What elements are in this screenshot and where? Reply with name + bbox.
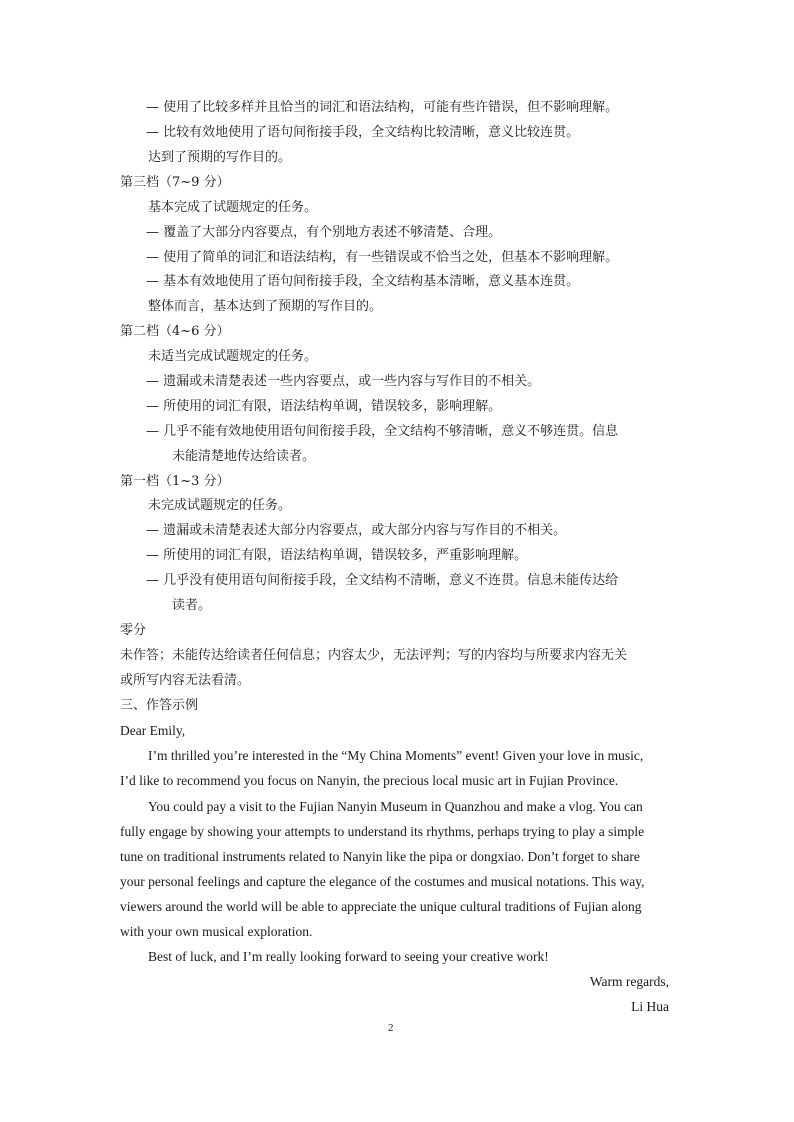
grade3-title: 第三档（7~9 分）: [120, 175, 230, 190]
letter-p2-line-3: tune on traditional instruments related to Nanyin like the pipa or dongxiao. Don’t forget to share: [120, 849, 640, 864]
grade3-item-3: — 基本有效地使用了语句间衔接手段，全文结构基本清晰，意义基本连贯。: [146, 274, 580, 289]
grade2-title: 第二档（4~6 分）: [120, 324, 230, 339]
grade2-item-3: — 几乎不能有效地使用语句间衔接手段，全文结构不够清晰，意义不够连贯。信息: [146, 424, 619, 439]
grade1-intro: 未完成试题规定的任务。: [148, 498, 292, 513]
letter-p2-line-4: your personal feelings and capture the elegance of the costumes and musical notations. This way,: [120, 874, 645, 889]
grade1-title: 第一档（1~3 分）: [120, 474, 230, 489]
letter-signature: Li Hua: [631, 999, 669, 1014]
grade1-item-2: — 所使用的词汇有限，语法结构单调，错误较多，严重影响理解。: [146, 548, 528, 563]
letter-p3: Best of luck, and I’m really looking forward to seeing your creative work!: [148, 949, 549, 964]
grade3-intro: 基本完成了试题规定的任务。: [148, 200, 318, 215]
sample-heading: 三、作答示例: [120, 698, 199, 713]
grade2-intro: 未适当完成试题规定的任务。: [148, 349, 318, 364]
zero-line-2: 或所写内容无法看清。: [120, 673, 251, 688]
zero-line-1: 未作答；未能传达给读者任何信息；内容太少，无法评判；写的内容均与所要求内容无关: [120, 648, 628, 663]
grade1-item-3: — 几乎没有使用语句间衔接手段，全文结构不清晰，意义不连贯。信息未能传达给: [146, 573, 619, 588]
letter-p1-line-1: I’m thrilled you’re interested in the “My China Moments” event! Given your love in music,: [148, 748, 644, 763]
grade3-summary: 整体而言，基本达到了预期的写作目的。: [148, 299, 383, 314]
grade2-item-1: — 遗漏或未清楚表述一些内容要点，或一些内容与写作目的不相关。: [146, 374, 541, 389]
grade1-item-3-cont: 读者。: [172, 598, 212, 613]
grade3-item-2: — 使用了简单的词汇和语法结构，有一些错误或不恰当之处，但基本不影响理解。: [146, 250, 619, 265]
grade3-item-1: — 覆盖了大部分内容要点，有个别地方表述不够清楚、合理。: [146, 225, 502, 240]
letter-p2-line-1: You could pay a visit to the Fujian Nanyin Museum in Quanzhou and make a vlog. You can: [148, 799, 643, 814]
page-number: 2: [388, 1022, 394, 1034]
grade2-item-2: — 所使用的词汇有限，语法结构单调，错误较多，影响理解。: [146, 399, 502, 414]
grade4-summary: 达到了预期的写作目的。: [148, 150, 292, 165]
grade4-item-2: — 比较有效地使用了语句间衔接手段，全文结构比较清晰，意义比较连贯。: [146, 125, 580, 140]
grade1-item-1: — 遗漏或未清楚表述大部分内容要点，或大部分内容与写作目的不相关。: [146, 523, 567, 538]
letter-greeting: Dear Emily,: [120, 723, 186, 738]
letter-p2-line-6: with your own musical exploration.: [120, 924, 313, 939]
letter-p1-line-2: I’d like to recommend you focus on Nanyin, the precious local music art in Fujian Province.: [120, 773, 619, 788]
letter-p2-line-2: fully engage by showing your attempts to understand its rhythms, perhaps trying to play a simple: [120, 824, 645, 839]
zero-title: 零分: [120, 623, 147, 638]
grade2-item-3-cont: 未能清楚地传达给读者。: [172, 449, 316, 464]
grade4-item-1: — 使用了比较多样并且恰当的词汇和语法结构，可能有些许错误，但不影响理解。: [146, 100, 619, 115]
letter-closing: Warm regards,: [589, 974, 669, 989]
letter-p2-line-5: viewers around the world will be able to appreciate the unique cultural traditions of Fujian along: [120, 899, 642, 914]
